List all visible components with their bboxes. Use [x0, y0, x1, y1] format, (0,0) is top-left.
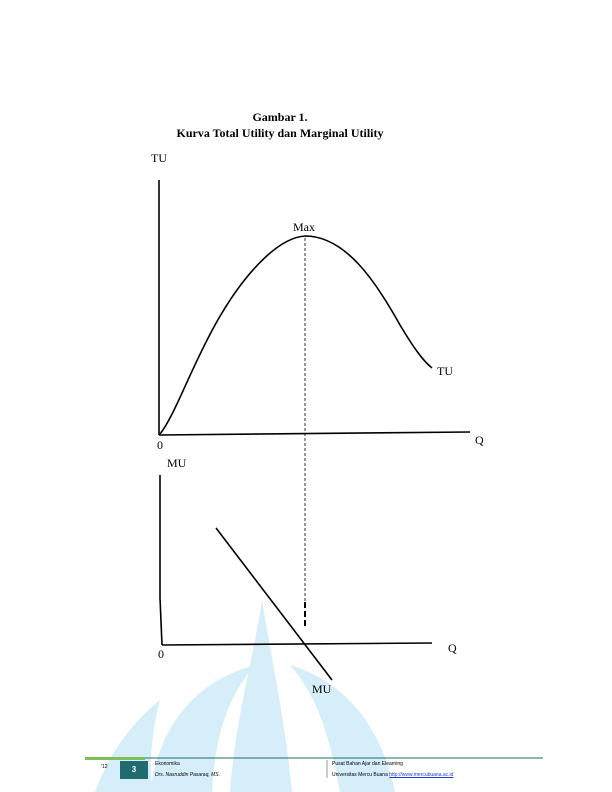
footer-course: Ekonomika	[155, 761, 180, 767]
tu-origin-label: 0	[157, 438, 163, 452]
footer-university: Universitas Mercu Buana	[332, 772, 388, 778]
footer-author: Drs. Nasruddin Pasaraq, MS.	[155, 772, 221, 778]
max-label: Max	[293, 220, 315, 234]
page-number: 3	[120, 761, 148, 779]
figure-subtitle: Kurva Total Utility dan Marginal Utility	[176, 126, 384, 140]
footer-url-link[interactable]: http://www.mercubuana.ac.id	[389, 772, 454, 778]
footer-code: '12	[101, 764, 108, 770]
footer-center-name: Pusat Bahan Ajar dan Elearning	[332, 761, 403, 767]
figure-title: Gambar 1.	[252, 110, 308, 124]
tu-q-label: Q	[475, 433, 484, 447]
tu-curve-label: TU	[437, 364, 453, 378]
mu-q-label: Q	[448, 641, 457, 655]
footer-university-line	[332, 772, 453, 778]
mu-axis-label: MU	[167, 456, 187, 470]
mu-curve-label: MU	[312, 682, 332, 696]
tu-axis-label: TU	[151, 151, 167, 165]
mu-origin-label: 0	[158, 647, 164, 661]
